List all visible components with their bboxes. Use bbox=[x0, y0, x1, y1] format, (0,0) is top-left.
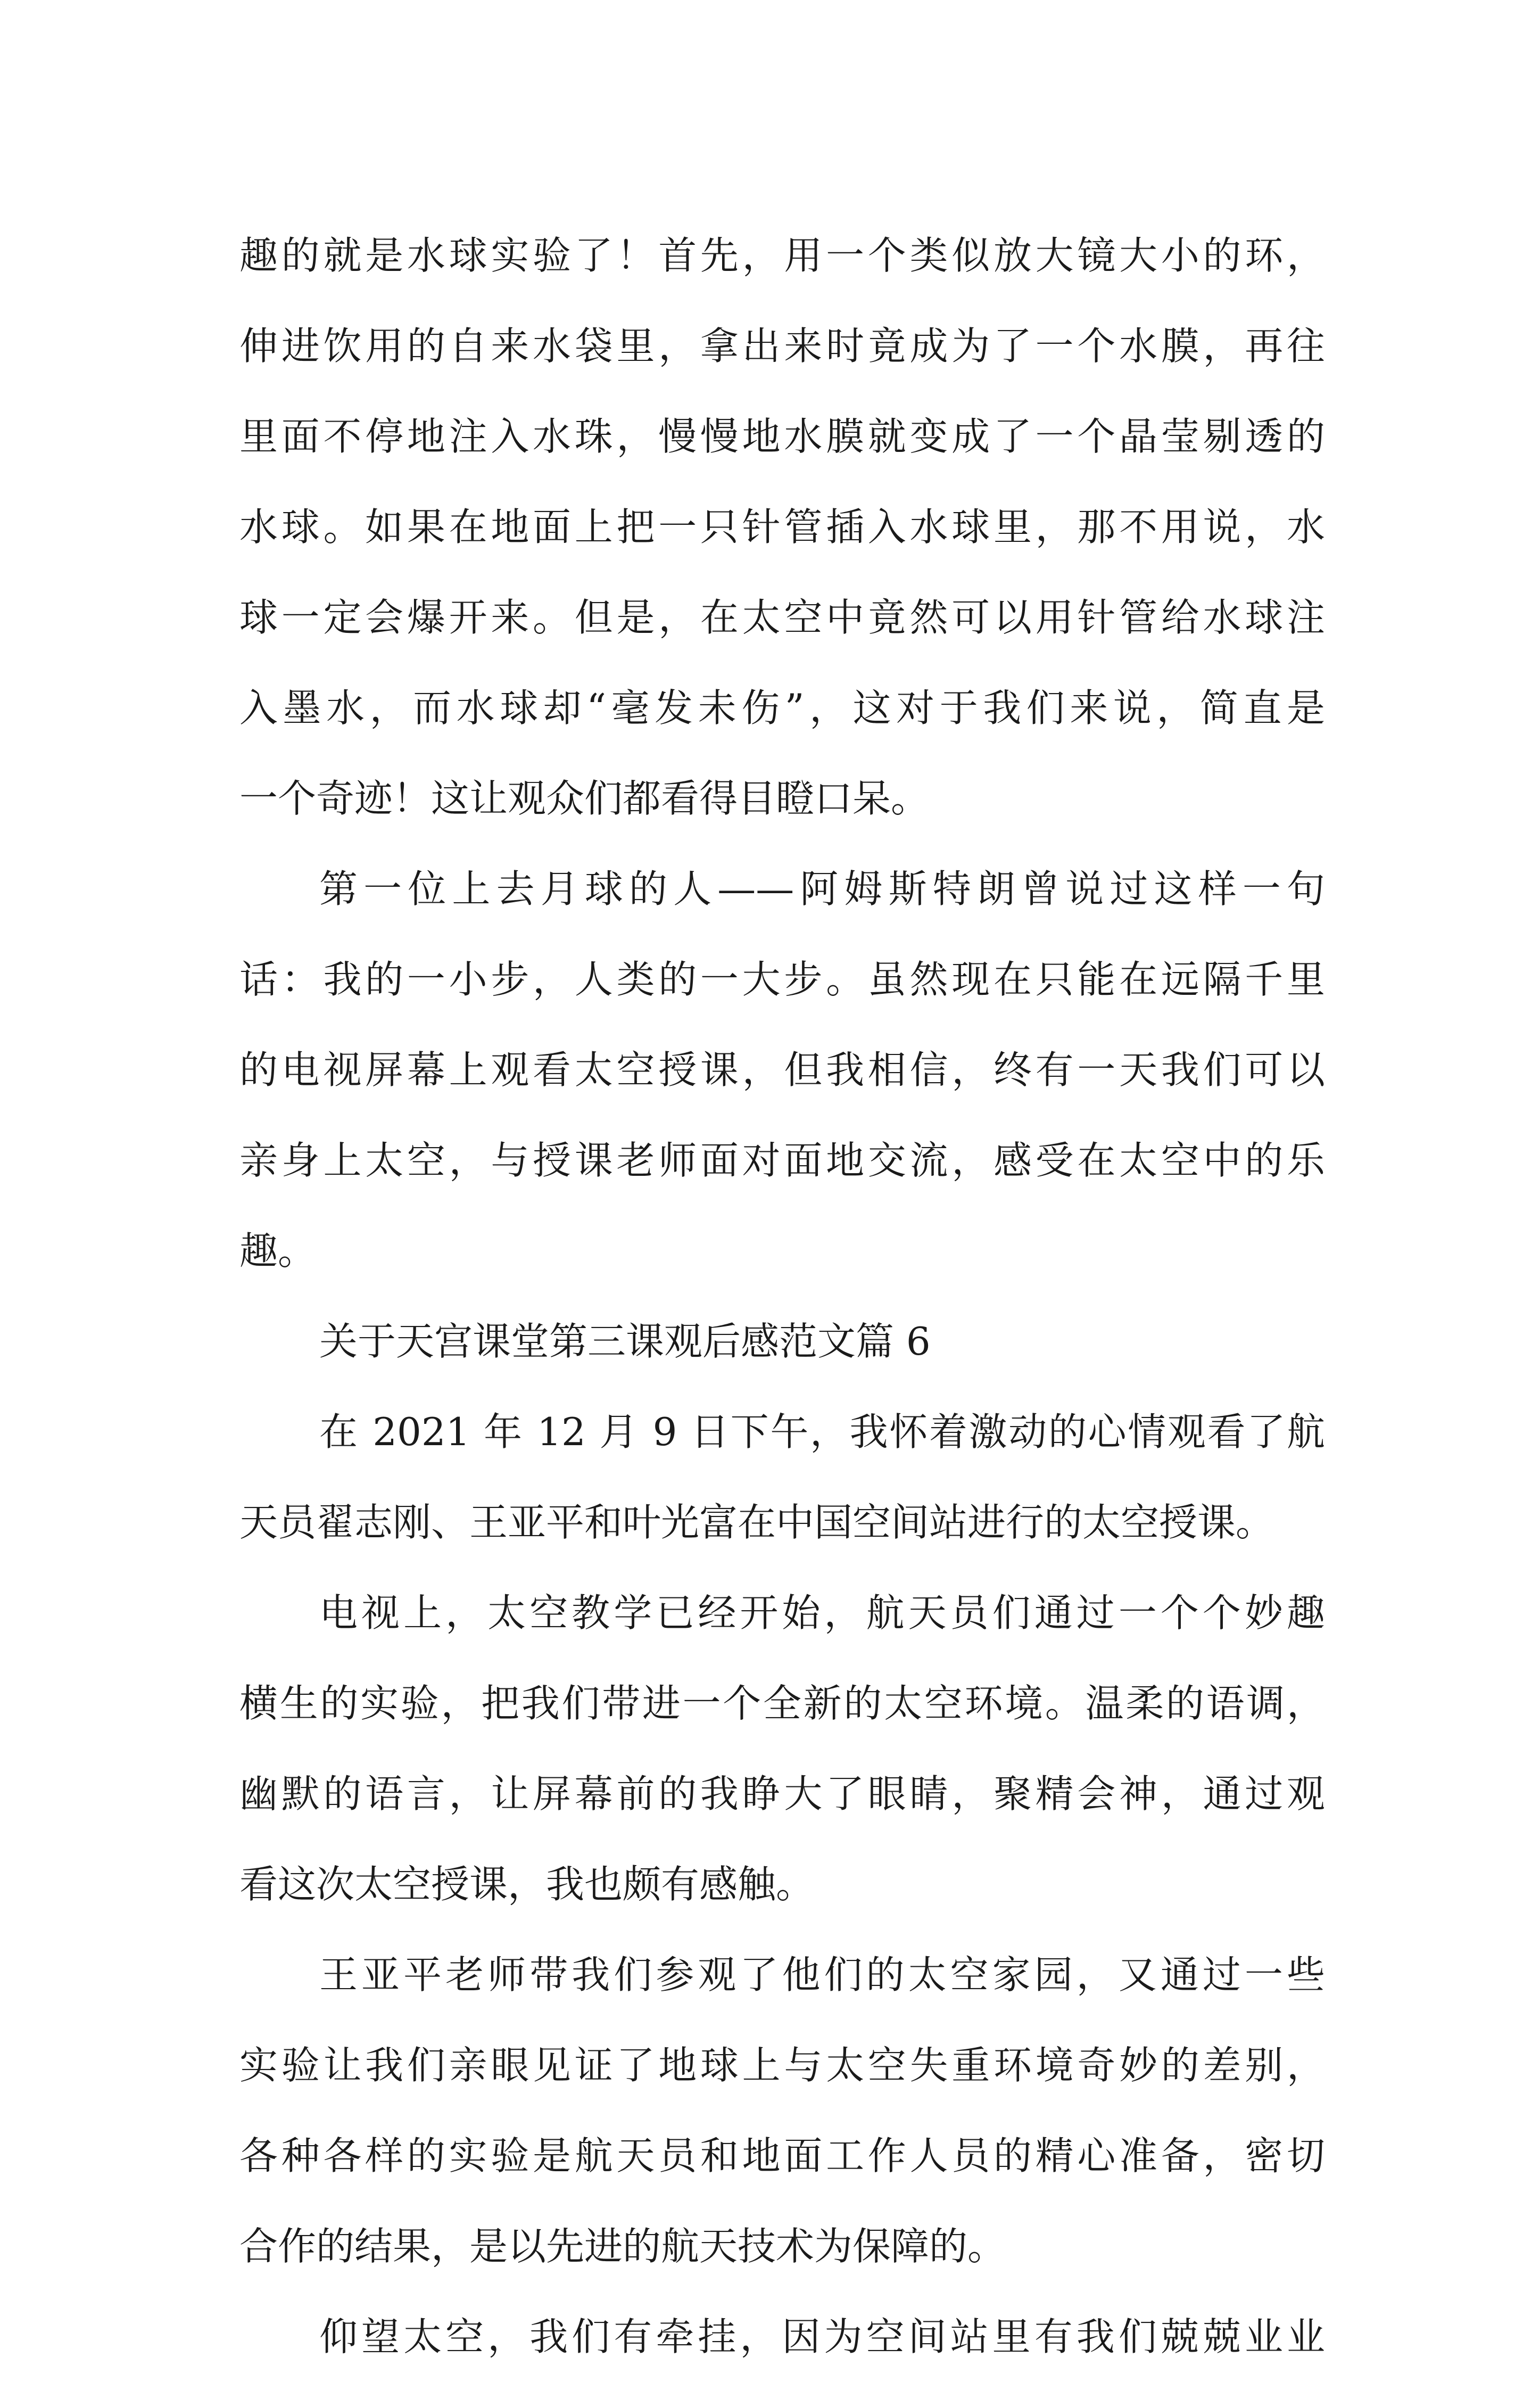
text-line: 的电视屏幕上观看太空授课，但我相信，终有一天我们可以 bbox=[239, 1048, 1325, 1092]
text-line: 横生的实验，把我们带进一个全新的太空环境。温柔的语调， bbox=[239, 1681, 1325, 1726]
text-line: 里面不停地注入水珠，慢慢地水膜就变成了一个晶莹剔透的 bbox=[239, 414, 1325, 459]
text-line: 第一位上去月球的人——阿姆斯特朗曾说过这样一句 bbox=[319, 867, 1325, 911]
text-line: 关于天宫课堂第三课观后感范文篇 6 bbox=[319, 1319, 931, 1364]
text-line: 实验让我们亲眼见证了地球上与太空失重环境奇妙的差别， bbox=[239, 2043, 1325, 2088]
text-line: 趣的就是水球实验了！首先，用一个类似放大镜大小的环， bbox=[239, 233, 1325, 278]
document-body bbox=[239, 210, 1325, 2382]
text-line: 一个奇迹！这让观众们都看得目瞪口呆。 bbox=[239, 776, 930, 821]
text-line: 话：我的一小步，人类的一大步。虽然现在只能在远隔千里 bbox=[239, 957, 1325, 1002]
text-line: 亲身上太空，与授课老师面对面地交流，感受在太空中的乐 bbox=[239, 1138, 1325, 1183]
text-line: 合作的结果，是以先进的航天技术为保障的。 bbox=[239, 2224, 1006, 2269]
text-line: 水球。如果在地面上把一只针管插入水球里，那不用说，水 bbox=[239, 505, 1325, 549]
text-line: 各种各样的实验是航天员和地面工作人员的精心准备，密切 bbox=[239, 2133, 1325, 2178]
text-line: 趣。 bbox=[239, 1229, 317, 1273]
text-line: 球一定会爆开来。但是，在太空中竟然可以用针管给水球注 bbox=[239, 595, 1325, 640]
text-line: 王亚平老师带我们参观了他们的太空家园，又通过一些 bbox=[319, 1952, 1325, 1997]
text-line: 幽默的语言，让屏幕前的我睁大了眼睛，聚精会神，通过观 bbox=[239, 1771, 1325, 1816]
text-line: 在 2021 年 12 月 9 日下午，我怀着激动的心情观看了航 bbox=[319, 1410, 1325, 1454]
text-line: 电视上，太空教学已经开始，航天员们通过一个个妙趣 bbox=[319, 1590, 1325, 1635]
text-line: 看这次太空授课，我也颇有感触。 bbox=[239, 1862, 815, 1907]
text-line: 天员翟志刚、王亚平和叶光富在中国空间站进行的太空授课。 bbox=[239, 1500, 1274, 1545]
text-line: 伸进饮用的自来水袋里，拿出来时竟成为了一个水膜，再往 bbox=[239, 324, 1325, 368]
text-line: 入墨水，而水球却“毫发未伤”，这对于我们来说，简直是 bbox=[239, 686, 1325, 730]
text-line: 仰望太空，我们有牵挂，因为空间站里有我们兢兢业业 bbox=[319, 2314, 1325, 2359]
